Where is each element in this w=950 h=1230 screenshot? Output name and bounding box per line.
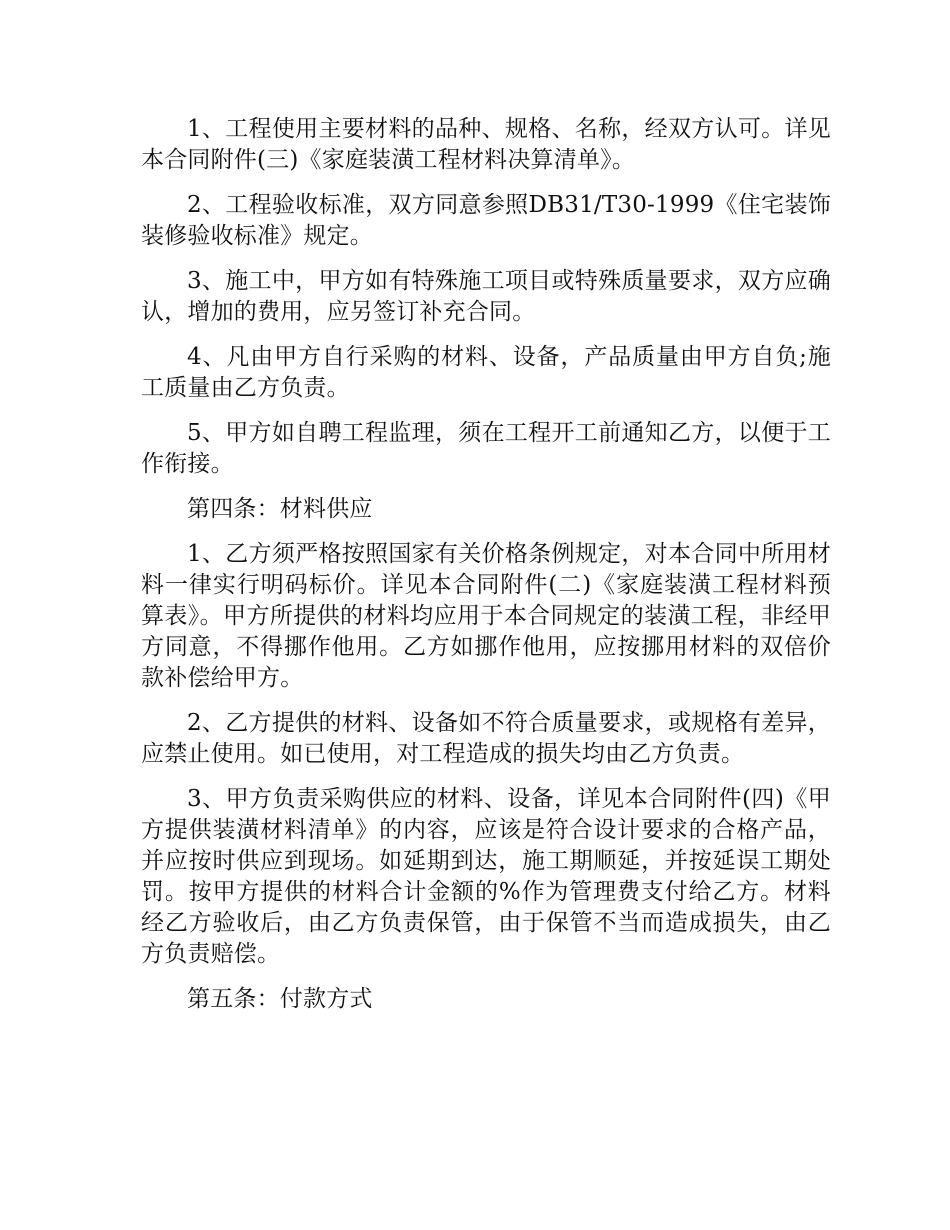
section-heading-material-supply: 第四条：材料供应 (187, 496, 373, 522)
clause-material-pricing: 1、乙方须严格按照国家有关价格条例规定，对本合同中所用材料一律实行明码标价。详见本合同附件(二)《家庭装潢工程材料预算表》。甲方所提供的材料均应用于本合同规定的装潢工程，非经甲方同意，不得挪作他用。乙方如挪作他用，应按挪用材料的双倍价款补偿给甲方。 (141, 541, 831, 691)
clause-nonconforming-materials: 2、乙方提供的材料、设备如不符合质量要求，或规格有差异，应禁止使用。如已使用，对工程造成的损失均由乙方负责。 (141, 710, 831, 767)
clause-acceptance-standard: 2、工程验收标准，双方同意参照DB31/T30-1999《住宅装饰装修验收标准》规定。 (141, 192, 831, 249)
clause-special-requirements: 3、施工中，甲方如有特殊施工项目或特殊质量要求，双方应确认，增加的费用，应另签订补充合同。 (141, 268, 831, 325)
clause-self-purchased-quality: 4、凡由甲方自行采购的材料、设备，产品质量由甲方自负;施工质量由乙方负责。 (141, 344, 831, 401)
clause-supervision-notice: 5、甲方如自聘工程监理，须在工程开工前通知乙方，以便于工作衔接。 (141, 420, 831, 477)
section-heading-payment-method: 第五条：付款方式 (187, 986, 373, 1012)
clause-material-spec: 1、工程使用主要材料的品种、规格、名称，经双方认可。详见本合同附件(三)《家庭装潢工程材料决算清单》。 (141, 116, 831, 173)
clause-party-a-supply: 3、甲方负责采购供应的材料、设备，详见本合同附件(四)《甲方提供装潢材料清单》的内容，应该是符合设计要求的合格产品，并应按时供应到现场。如延期到达，施工期顺延，并按延误工期处罚。按甲方提供的材料合计金额的%作为管理费支付给乙方。材料经乙方验收后，由乙方负责保管，由于保管不当而造成损失，由乙方负责赔偿。 (141, 786, 831, 967)
document-page (141, 114, 831, 1029)
